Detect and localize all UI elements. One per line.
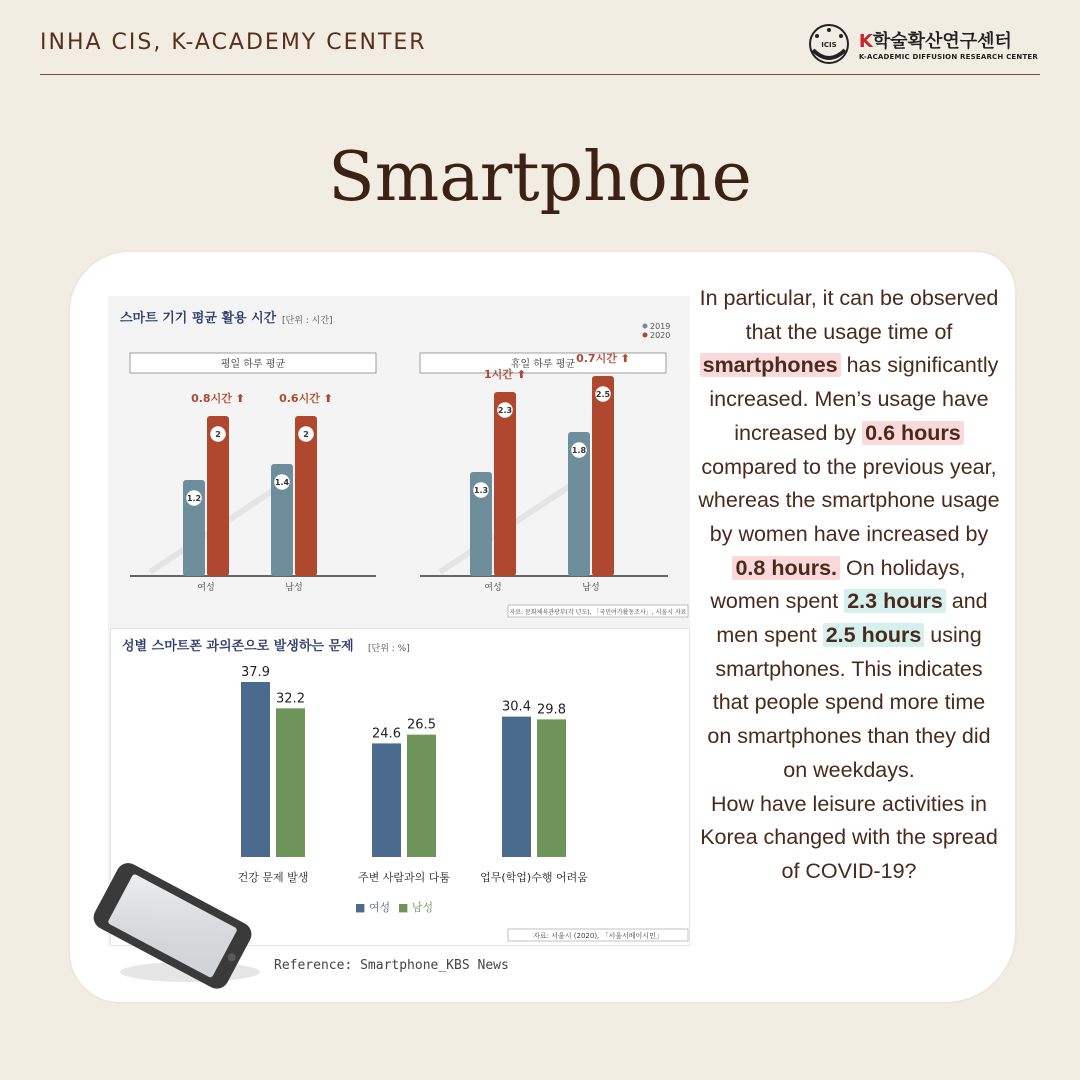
chart2-unit: [단위 : %]	[368, 644, 410, 654]
chart1-increase-label: 0.8시간 ⬆	[191, 392, 245, 405]
chart2-category-label: 업무(학업)수행 어려움	[480, 871, 588, 884]
logo-main-text	[859, 27, 1038, 53]
chart2-bar	[241, 682, 270, 857]
chart1-bar-label: 1.2	[186, 494, 202, 503]
chart1-category-label: 여성	[484, 583, 502, 593]
chart2-bar-value: 37.9	[241, 665, 270, 680]
chart1-bar	[494, 392, 516, 576]
chart1-increase-label: 1시간 ⬆	[484, 368, 526, 381]
chart1-category-label: 남성	[582, 583, 600, 593]
chart1-panel-title: 평일 하루 평균	[220, 359, 286, 370]
chart2-category-label: 건강 문제 발생	[237, 871, 309, 884]
chart1-unit: [단위 : 시간]	[282, 316, 333, 326]
chart2-bar-value: 29.8	[537, 702, 566, 718]
highlight-men-increase: 0.6 hours	[862, 421, 964, 445]
chart1-legend-swatch	[643, 333, 648, 338]
chart1-bar-label: 1.8	[571, 446, 587, 455]
chart2-bar	[276, 708, 305, 857]
chart1-category-label: 여성	[197, 583, 215, 593]
chart1-title: 스마트 기기 평균 활용 시간	[120, 311, 277, 326]
icis-logo-icon	[807, 22, 851, 66]
chart1-increase-label: 0.7시간 ⬆	[576, 352, 630, 365]
body-text-4: On holidays, women spent	[710, 555, 966, 614]
chart2-bar	[502, 717, 531, 857]
logo-k: K	[858, 31, 873, 52]
chart1-bar-label: 2	[215, 430, 221, 439]
chart2-legend-female: ■ 여성	[355, 901, 391, 914]
chart2-legend-male: ■ 남성	[398, 901, 434, 914]
body-text-5: and men spent	[716, 589, 988, 648]
header-divider	[40, 74, 1040, 75]
logo	[807, 22, 1038, 66]
chart2-bar-value: 24.6	[372, 726, 401, 742]
body-text-question: How have leisure activities in Korea changed with the spread of COVID-19?	[700, 791, 998, 883]
body-text	[698, 282, 1000, 889]
chart1-legend-swatch	[643, 324, 648, 329]
highlight-smartphones: smartphones	[700, 353, 841, 377]
highlight-men-holiday: 2.5 hours	[823, 623, 925, 647]
chart1-bar-label: 2.3	[497, 406, 513, 415]
header-title: INHA CIS, K-ACADEMY CENTER	[40, 30, 427, 55]
logo-sub-text: K-ACADEMIC DIFFUSION RESEARCH CENTER	[858, 53, 1038, 61]
chart2-title: 성별 스마트폰 과의존으로 발생하는 문제	[122, 639, 354, 654]
chart-panel	[108, 296, 690, 946]
reference-caption: Reference: Smartphone_KBS News	[274, 958, 509, 973]
chart2-bar-value: 32.2	[276, 691, 305, 707]
body-text-1: In particular, it can be observed that the usage time of	[699, 286, 999, 344]
logo-mark-text: ICIS	[821, 41, 837, 49]
body-text-6: using smartphones. This indicates that people spend more time on smartphones than they did on weekdays.	[707, 623, 991, 782]
page-title: Smartphone	[328, 138, 752, 217]
chart1-legend-label: 2020	[650, 331, 671, 340]
chart1-category-label: 남성	[285, 583, 303, 593]
chart-svg	[108, 296, 690, 946]
body-text-3: compared to the previous year, whereas the smartphone usage by women have increased by	[698, 454, 1000, 546]
chart2-bar	[407, 735, 436, 857]
chart2-bar	[537, 719, 566, 857]
highlight-women-increase: 0.8 hours.	[732, 556, 840, 580]
chart1-source: 자료: 문화체육관광부(각 년도), 「국민여가활동조사」, 서울시 자료	[509, 609, 687, 616]
smartphone-illustration	[80, 860, 270, 990]
chart2-category-label: 주변 사람과의 다툼	[357, 871, 451, 884]
chart1-bar-label: 2	[303, 430, 309, 439]
body-text-2: has significantly increased. Men’s usage have increased by	[709, 353, 999, 445]
chart2-bar-value: 26.5	[407, 717, 436, 733]
chart2-source: 자료: 서울시 (2020), 「서울서베이시민」	[533, 932, 663, 940]
chart2-bar-value: 30.4	[502, 699, 531, 715]
highlight-women-holiday: 2.3 hours	[844, 589, 946, 613]
logo-main-label: 학술확산연구센터	[872, 31, 1012, 52]
chart1-bar-label: 2.5	[595, 390, 611, 399]
chart1-increase-label: 0.6시간 ⬆	[279, 392, 333, 405]
chart2-bar	[372, 743, 401, 857]
chart1-bar-label: 1.4	[274, 478, 290, 487]
chart1-legend-label: 2019	[650, 322, 671, 331]
chart1-bar	[592, 376, 614, 576]
chart1-panel-title: 휴일 하루 평균	[510, 359, 576, 370]
chart1-bar-label: 1.3	[473, 486, 489, 495]
